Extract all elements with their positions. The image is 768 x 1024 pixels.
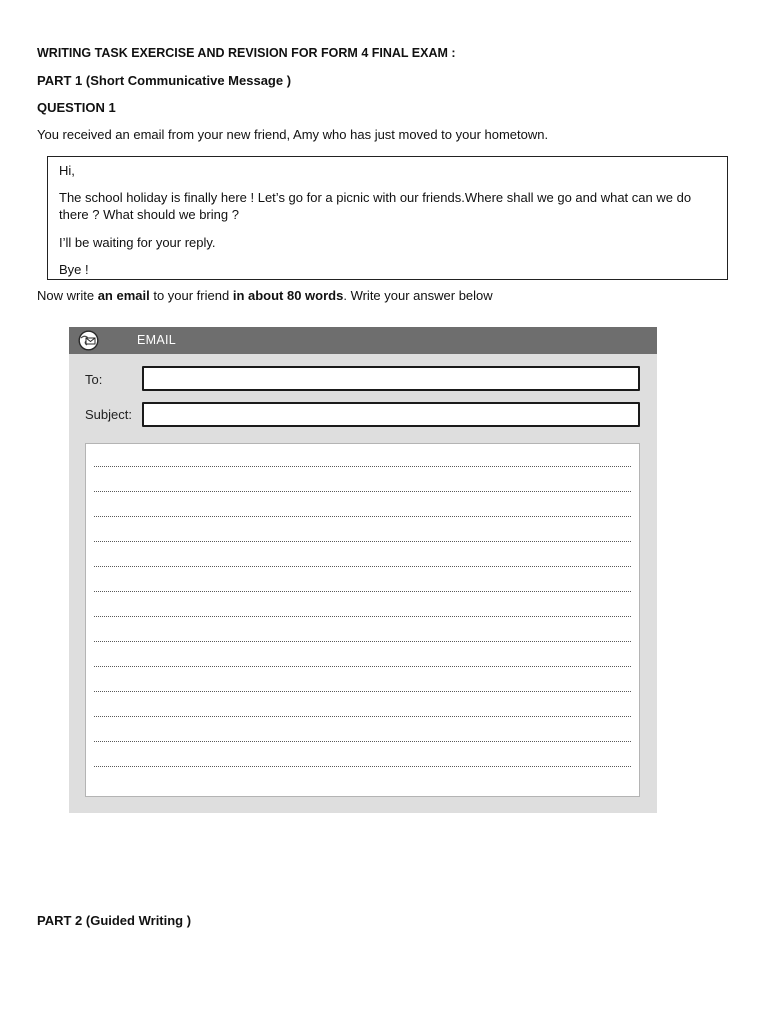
message-body-line-2: there ? What should we bring ?	[59, 207, 239, 222]
subject-field[interactable]	[142, 402, 640, 427]
message-greeting: Hi,	[59, 163, 75, 178]
instruction-text-1: Now write	[37, 288, 98, 303]
message-signoff: Bye !	[59, 262, 89, 277]
writing-instruction	[37, 288, 493, 304]
writing-line	[94, 766, 631, 767]
writing-line	[94, 516, 631, 517]
instruction-text-2: to your friend	[149, 288, 233, 303]
document-heading: WRITING TASK EXERCISE AND REVISION FOR FORM 4 FINAL EXAM :	[37, 46, 456, 60]
writing-line	[94, 716, 631, 717]
part1-label: PART 1 (Short Communicative Message )	[37, 73, 292, 88]
email-title: EMAIL	[137, 333, 177, 347]
instruction-bold-1: an email	[97, 288, 150, 303]
globe-envelope-icon	[78, 330, 99, 351]
writing-line	[94, 491, 631, 492]
writing-line	[94, 616, 631, 617]
question-label: QUESTION 1	[37, 100, 116, 115]
writing-line	[94, 541, 631, 542]
email-header-bar	[69, 327, 657, 354]
instruction-bold-2: in about 80 words	[232, 288, 344, 303]
email-body-area[interactable]	[85, 443, 640, 797]
writing-line	[94, 641, 631, 642]
amy-message-box	[47, 156, 728, 280]
writing-line	[94, 691, 631, 692]
writing-line	[94, 741, 631, 742]
writing-line	[94, 466, 631, 467]
part2-label: PART 2 (Guided Writing )	[37, 913, 192, 928]
writing-line	[94, 666, 631, 667]
message-waiting: I’ll be waiting for your reply.	[59, 235, 216, 250]
to-field[interactable]	[142, 366, 640, 391]
to-label: To:	[85, 372, 103, 387]
writing-line	[94, 591, 631, 592]
email-form	[69, 327, 657, 813]
instruction-text-3: . Write your answer below	[343, 288, 493, 303]
question-intro: You received an email from your new friend, Amy who has just moved to your hometown.	[37, 127, 549, 142]
writing-line	[94, 566, 631, 567]
message-body-line-1: The school holiday is finally here ! Let’s go for a picnic with our friends.Where shall we go and what can we do	[59, 190, 692, 205]
subject-label: Subject:	[85, 407, 132, 422]
